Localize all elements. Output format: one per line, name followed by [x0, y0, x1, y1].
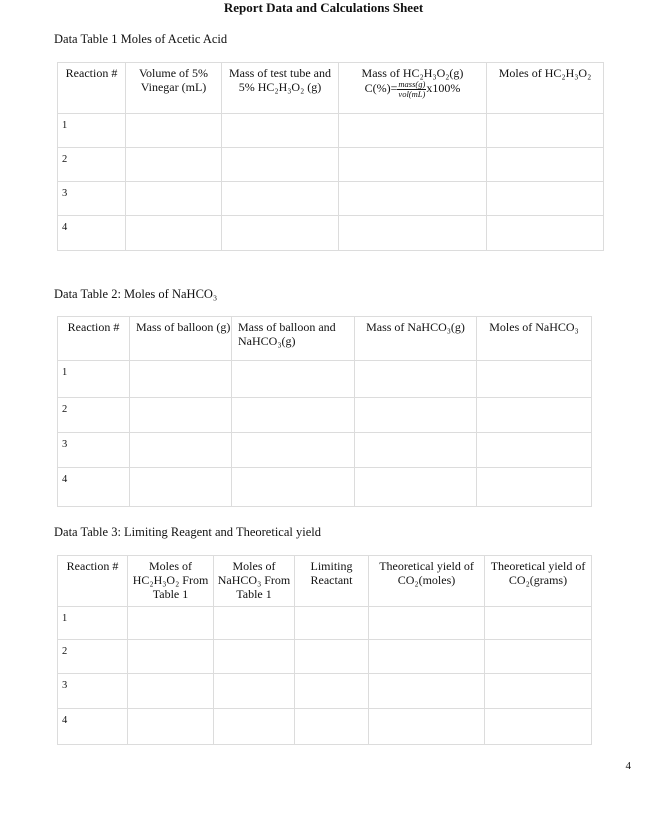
reaction-number: 1	[58, 361, 130, 398]
formula-fraction	[397, 80, 426, 99]
data-cell[interactable]	[295, 640, 369, 674]
data-cell[interactable]	[126, 114, 222, 148]
table-row	[58, 148, 604, 182]
data-cell[interactable]	[295, 674, 369, 709]
page-title: Report Data and Calculations Sheet	[223, 0, 424, 15]
reaction-number: 1	[58, 114, 126, 148]
data-cell[interactable]	[369, 674, 485, 709]
data-cell[interactable]	[485, 607, 592, 640]
table3-header-reaction: Reaction #	[58, 556, 128, 607]
data-cell[interactable]	[295, 607, 369, 640]
table2-header-reaction: Reaction #	[58, 317, 130, 361]
data-cell[interactable]	[214, 709, 295, 745]
reaction-number: 4	[58, 468, 130, 507]
table-row	[58, 398, 592, 433]
data-cell[interactable]	[485, 674, 592, 709]
data-cell[interactable]	[339, 148, 487, 182]
data-cell[interactable]	[232, 468, 355, 507]
data-cell[interactable]	[222, 216, 339, 251]
data-cell[interactable]	[126, 182, 222, 216]
data-cell[interactable]	[222, 182, 339, 216]
table3-header-yield-moles: Theoretical yield of CO₂(moles)	[369, 556, 485, 607]
table1-header-moles: Moles of HC₂H₃O₂	[487, 63, 604, 114]
data-cell[interactable]	[130, 398, 232, 433]
data-cell[interactable]	[355, 468, 477, 507]
reaction-number: 3	[58, 674, 128, 709]
formula-prefix: C(%)=	[364, 81, 398, 96]
data-cell[interactable]	[295, 709, 369, 745]
table1-header-volume: Volume of 5% Vinegar (mL)	[126, 63, 222, 114]
table2-header-mass-nahco3: Mass of NaHCO₃(g)	[355, 317, 477, 361]
table-row	[58, 182, 604, 216]
table-row	[58, 361, 592, 398]
data-cell[interactable]	[477, 398, 592, 433]
data-cell[interactable]	[222, 114, 339, 148]
data-cell[interactable]	[128, 709, 214, 745]
table3-header-yield-grams: Theoretical yield of CO₂(grams)	[485, 556, 592, 607]
reaction-number: 4	[58, 216, 126, 251]
table3-caption: Data Table 3: Limiting Reagent and Theoretical yield	[54, 525, 321, 539]
table1	[57, 62, 604, 251]
table1-header-mass-acid	[339, 63, 487, 114]
reaction-number: 1	[58, 607, 128, 640]
data-cell[interactable]	[222, 148, 339, 182]
data-cell[interactable]	[485, 640, 592, 674]
data-cell[interactable]	[477, 433, 592, 468]
table-row	[58, 216, 604, 251]
table-row	[58, 674, 592, 709]
table2	[57, 316, 592, 507]
table2-caption: Data Table 2: Moles of NaHCO₃	[54, 287, 218, 301]
data-cell[interactable]	[130, 468, 232, 507]
data-cell[interactable]	[126, 148, 222, 182]
data-cell[interactable]	[128, 640, 214, 674]
table3-header-moles-nahco3: Moles of NaHCO₃ From Table 1	[214, 556, 295, 607]
data-cell[interactable]	[339, 114, 487, 148]
formula-denominator: vol(mL)	[398, 89, 426, 99]
data-cell[interactable]	[355, 361, 477, 398]
data-cell[interactable]	[477, 361, 592, 398]
table1-header-mass-acid-line1: Mass of HC₂H₃O₂(g)	[361, 66, 464, 80]
data-cell[interactable]	[355, 398, 477, 433]
data-cell[interactable]	[232, 433, 355, 468]
data-cell[interactable]	[477, 468, 592, 507]
table3	[57, 555, 592, 745]
data-cell[interactable]	[130, 433, 232, 468]
reaction-number: 4	[58, 709, 128, 745]
data-cell[interactable]	[369, 607, 485, 640]
data-cell[interactable]	[487, 216, 604, 251]
table-row	[58, 640, 592, 674]
table2-header-mass-balloon: Mass of balloon (g)	[130, 317, 232, 361]
data-cell[interactable]	[232, 398, 355, 433]
data-cell[interactable]	[339, 182, 487, 216]
data-cell[interactable]	[214, 607, 295, 640]
data-cell[interactable]	[128, 674, 214, 709]
table1-header-reaction: Reaction #	[58, 63, 126, 114]
table-row	[58, 607, 592, 640]
data-cell[interactable]	[485, 709, 592, 745]
reaction-number: 2	[58, 398, 130, 433]
data-cell[interactable]	[369, 640, 485, 674]
reaction-number: 2	[58, 148, 126, 182]
data-cell[interactable]	[128, 607, 214, 640]
table3-header-limiting: Limiting Reactant	[295, 556, 369, 607]
data-cell[interactable]	[339, 216, 487, 251]
table1-caption: Data Table 1 Moles of Acetic Acid	[54, 32, 228, 46]
data-cell[interactable]	[369, 709, 485, 745]
data-cell[interactable]	[487, 182, 604, 216]
table-row	[58, 433, 592, 468]
reaction-number: 3	[58, 433, 130, 468]
page-number: 4	[625, 760, 631, 772]
data-cell[interactable]	[487, 148, 604, 182]
data-cell[interactable]	[130, 361, 232, 398]
table-row	[58, 468, 592, 507]
table-row	[58, 114, 604, 148]
table3-header-moles-acid: Moles of HC₂H₃O₂ From Table 1	[128, 556, 214, 607]
table2-header-mass-balloon-nahco3: Mass of balloon and NaHCO₃(g)	[232, 317, 355, 361]
table1-header-mass-tube: Mass of test tube and 5% HC₂H₃O₂ (g)	[222, 63, 339, 114]
formula-suffix: x100%	[426, 81, 461, 96]
table2-header-moles: Moles of NaHCO₃	[477, 317, 592, 361]
data-cell[interactable]	[487, 114, 604, 148]
reaction-number: 2	[58, 640, 128, 674]
formula-numerator: mass(g)	[398, 79, 426, 89]
data-cell[interactable]	[232, 361, 355, 398]
data-cell[interactable]	[214, 640, 295, 674]
concentration-formula	[364, 79, 461, 99]
table-row	[58, 709, 592, 745]
data-cell[interactable]	[355, 433, 477, 468]
data-cell[interactable]	[126, 216, 222, 251]
data-cell[interactable]	[214, 674, 295, 709]
reaction-number: 3	[58, 182, 126, 216]
